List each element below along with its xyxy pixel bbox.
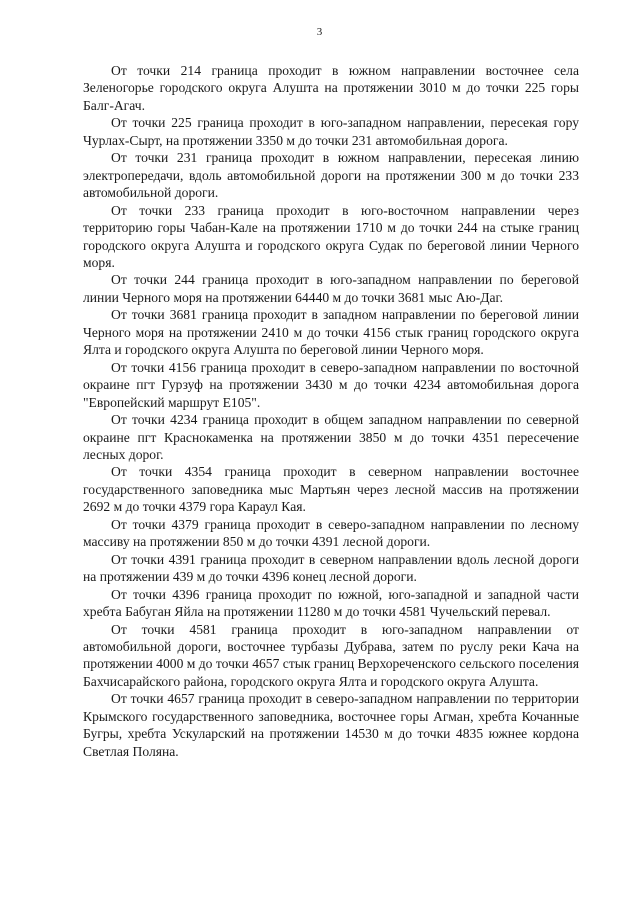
paragraph: От точки 225 граница проходит в юго-западном направлении, пересекая гору Чурлах-Сырт, на протяжении 3350 м до точки 231 автомобильная дорога. <box>83 115 579 148</box>
paragraph: От точки 214 граница проходит в южном направлении восточнее села Зеленогорье городского округа Алушта на протяжении 3010 м до точки 225 горы Балг-Агач. <box>83 63 579 113</box>
paragraph: От точки 4391 граница проходит в северном направлении вдоль лесной дороги на протяжении 439 м до точки 4396 конец лесной дороги. <box>83 551 579 585</box>
page-number: 3 <box>316 26 323 38</box>
document-body <box>83 62 579 760</box>
paragraph: От точки 4234 граница проходит в общем западном направлении по северной окраине пгт Краснокаменка на протяжении 3850 м до точки 4351 пересечение лесных дорог. <box>83 412 579 462</box>
paragraph: От точки 4354 граница проходит в северном направлении восточнее государственного заповедника мыс Мартьян через лесной массив на протяжении 2692 м до точки 4379 гора Караул Кая. <box>83 464 579 515</box>
paragraph: От точки 233 граница проходит в юго-восточном направлении через территорию горы Чабан-Кале на протяжении 1710 м до точки 244 на стыке границ городского округа Алушта и городского округа Судак по береговой линии Черного моря. <box>83 202 579 270</box>
paragraph: От точки 4156 граница проходит в северо-западном направлении по восточной окраине пгт Гурзуф на протяжении 3430 м до точки 4234 автомобильная дорога "Европейский маршрут Е105". <box>83 359 579 410</box>
paragraph: От точки 4657 граница проходит в северо-западном направлении по территории Крымского государственного заповедника, восточнее горы Агман, хребта Кочанные Бугры, хребта Ускуларский на протяжении 14530 м до точки 4835 южнее кордона Светлая Поляна. <box>83 691 579 759</box>
paragraph: От точки 244 граница проходит в юго-западном направлении по береговой линии Черного моря на протяжении 64440 м до точки 3681 мыс Аю-Даг. <box>83 272 579 305</box>
paragraph: От точки 231 граница проходит в южном направлении, пересекая линию электропередачи, вдоль автомобильной дороги на протяжении 300 м до точки 233 автомобильной дороги. <box>83 150 579 201</box>
paragraph: От точки 4581 граница проходит в юго-западном направлении от автомобильной дороги, восточнее турбазы Дубрава, затем по руслу реки Кача на протяжении 4000 м до точки 4657 стык границ Верхореченского сельского поселения Бахчисарайского района, городского округа Ялта и городского округа Алушта. <box>83 621 579 689</box>
paragraph: От точки 4396 граница проходит по южной, юго-западной и западной части хребта Бабуган Яйла на протяжении 11280 м до точки 4581 Чучельский перевал. <box>83 586 579 620</box>
paragraph: От точки 3681 граница проходит в западном направлении по береговой линии Черного моря на протяжении 2410 м до точки 4156 стык границ городского округа Ялта и городского округа Алушта по береговой линии Черного моря. <box>83 307 579 358</box>
paragraph: От точки 4379 граница проходит в северо-западном направлении по лесному массиву на протяжении 850 м до точки 4391 лесной дороги. <box>83 516 579 550</box>
